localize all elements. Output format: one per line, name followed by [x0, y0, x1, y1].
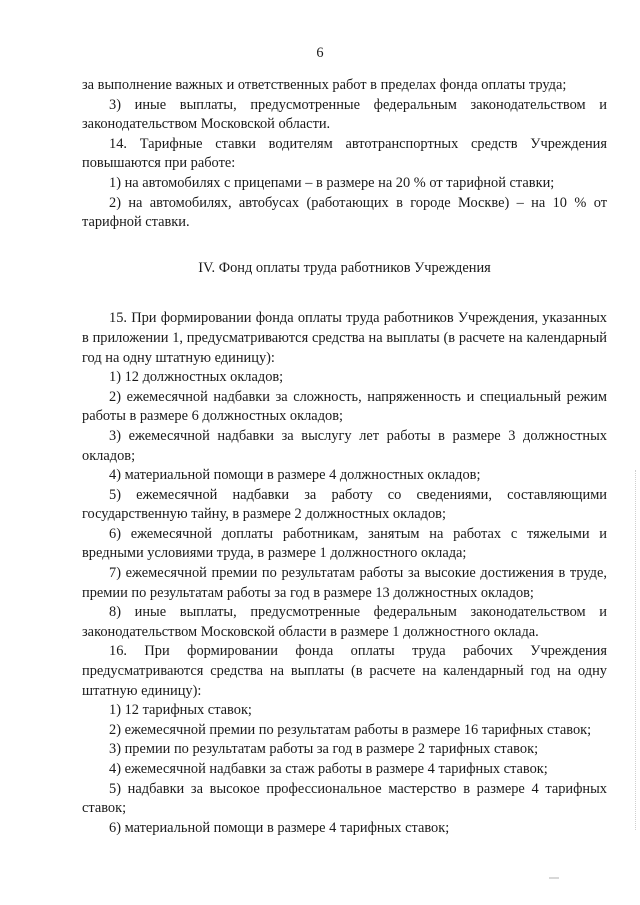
- page-number: 6: [316, 45, 324, 61]
- paragraph-item: 6) материальной помощи в размере 4 тарифных ставок;: [109, 819, 450, 836]
- paragraph-item: 3) премии по результатам работы за год в размере 2 тарифных ставок;: [109, 741, 539, 758]
- paragraph-item: 2) ежемесячной премии по результатам работы в размере 16 тарифных ставок;: [109, 721, 592, 738]
- paragraph-clause-14: 14. Тарифные ставки водителям автотранспортных средств Учреждения повышаются при работе:: [82, 135, 607, 172]
- paragraph-item: 8) иные выплаты, предусмотренные федеральным законодательством и законодательством Московской области в размере 1 должностного оклада.: [82, 604, 607, 640]
- scan-artifact-mark: [549, 877, 559, 879]
- paragraph-clause-16: 16. При формировании фонда оплаты труда рабочих Учреждения предусматриваются средства на выплаты (в расчете на календарный год на одну штатную единицу):: [82, 643, 607, 699]
- paragraph-item: 5) надбавки за высокое профессиональное мастерство в размере 4 тарифных ставок;: [82, 780, 607, 817]
- paragraph-item: 2) ежемесячной надбавки за сложность, напряженность и специальный режим работы в размере 6 должностных окладов;: [82, 388, 607, 425]
- paragraph-clause-15: 15. При формировании фонда оплаты труда работников Учреждения, указанных в приложении 1, предусматриваются средства на выплаты (в расчете на календарный год на одну штатную единицу):: [82, 310, 607, 366]
- paragraph-item: 3) иные выплаты, предусмотренные федеральным законодательством и законодательством Московской области.: [82, 96, 607, 133]
- paragraph-item: 4) ежемесячной надбавки за стаж работы в размере 4 тарифных ставок;: [109, 761, 548, 777]
- section-title: IV. Фонд оплаты труда работников Учреждения: [198, 259, 491, 276]
- paragraph-item: 5) ежемесячной надбавки за работу со сведениями, составляющими государственную тайну, в размере 2 должностных окладов;: [82, 486, 607, 523]
- paragraph-item: 7) ежемесячной премии по результатам работы за высокие достижения в труде, премии по результатам работы за год в размере 13 должностных окладов;: [82, 565, 607, 601]
- paragraph-item: 1) на автомобилях с прицепами – в размере на 20 % от тарифной ставки;: [109, 174, 555, 191]
- paragraph-continuation: за выполнение важных и ответственных работ в пределах фонда оплаты труда;: [82, 77, 567, 93]
- paragraph-item: 4) материальной помощи в размере 4 должностных окладов;: [109, 467, 481, 484]
- paragraph-item: 2) на автомобилях, автобусах (работающих в городе Москве) – на 10 % от тарифной ставки.: [82, 194, 607, 231]
- paragraph-item: 1) 12 тарифных ставок;: [109, 702, 252, 719]
- scan-artifact-line: [634, 470, 636, 830]
- paragraph-item: 3) ежемесячной надбавки за выслугу лет работы в размере 3 должностных окладов;: [82, 427, 607, 464]
- paragraph-item: 6) ежемесячной доплаты работникам, занятым на работах с тяжелыми и вредными условиями труда, в размере 1 должностного оклада;: [82, 525, 607, 562]
- document-body: [82, 76, 607, 838]
- paragraph-item: 1) 12 должностных окладов;: [109, 369, 284, 386]
